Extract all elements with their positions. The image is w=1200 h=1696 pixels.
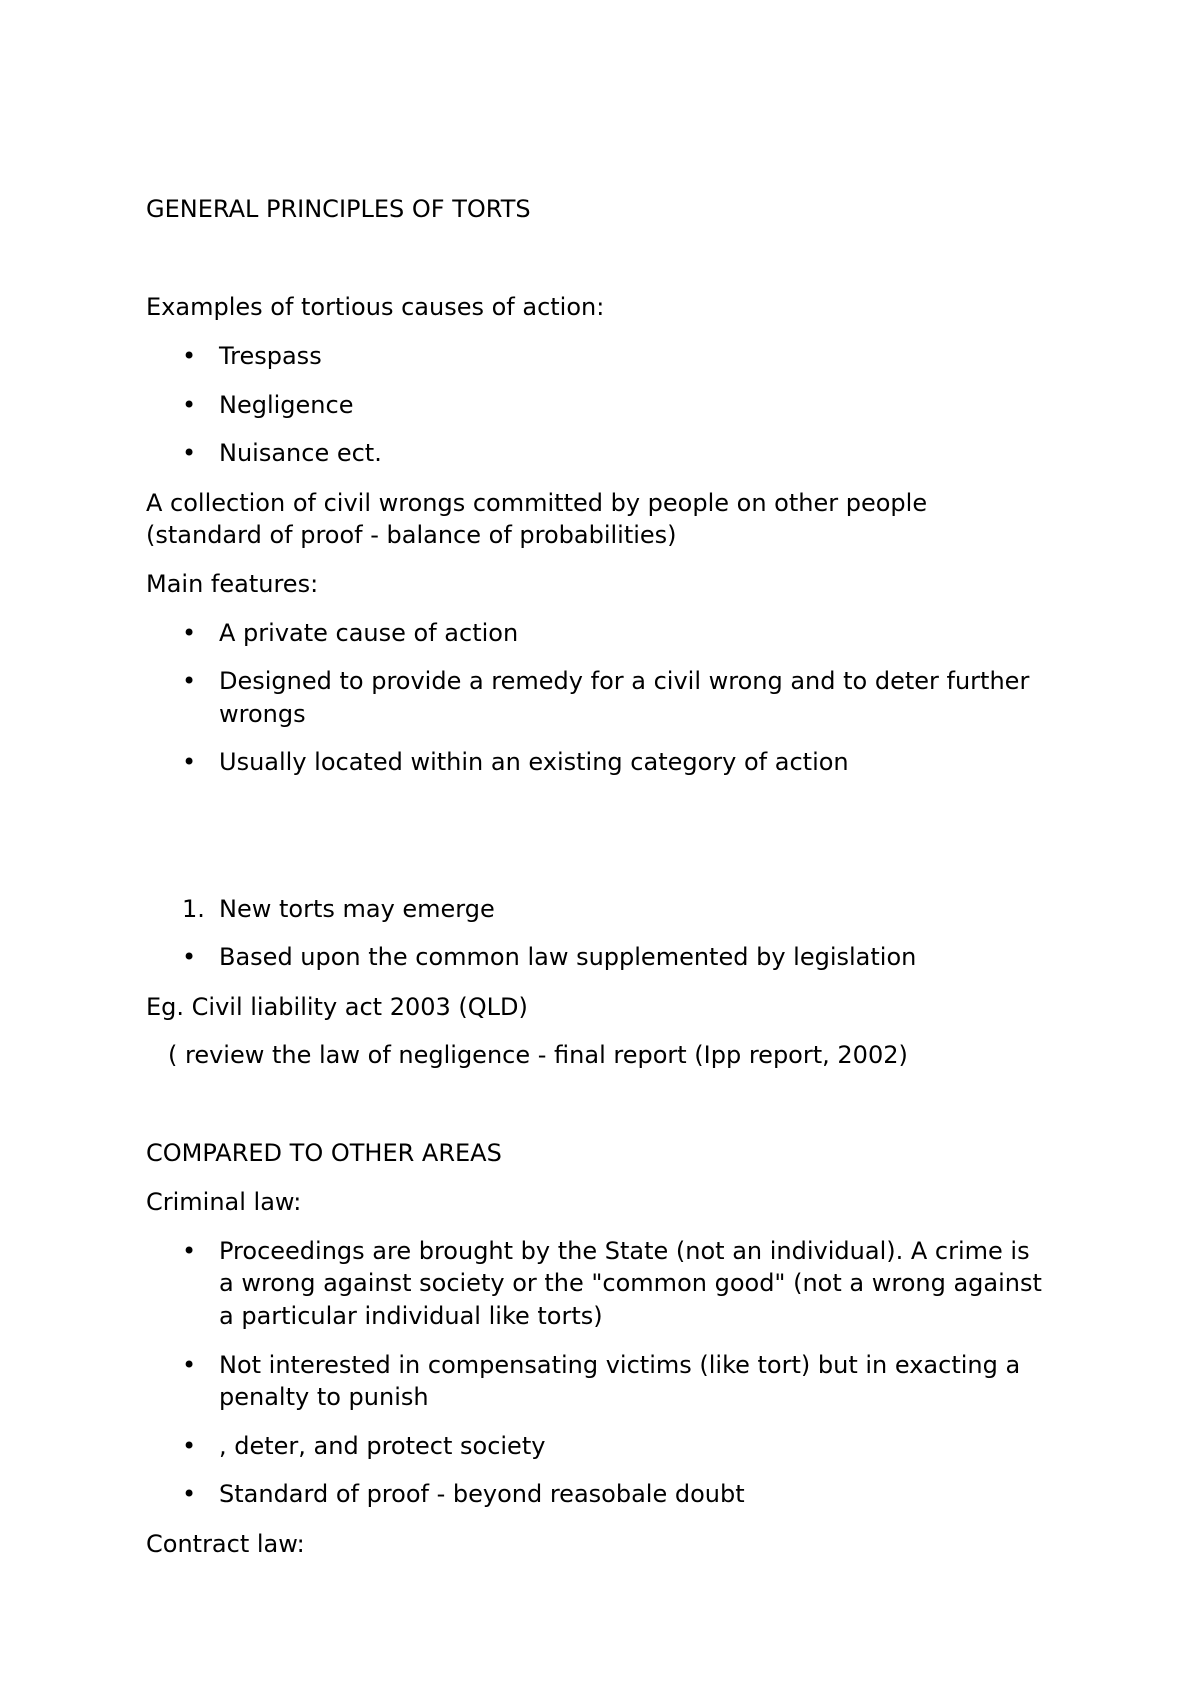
list-item: Usually located within an existing category of action [219,748,849,776]
bullet-icon: • [182,667,197,695]
bullet-icon: • [182,1351,197,1379]
bullet-icon: • [182,1480,197,1508]
list-item: Negligence [219,391,354,419]
main-features-label: Main features: [146,570,319,598]
contract-law-label: Contract law: [146,1530,305,1558]
heading-compared: COMPARED TO OTHER AREAS [146,1139,502,1167]
numbered-item: New torts may emerge [219,895,495,923]
collection-text-line1: A collection of civil wrongs committed by people on other people [146,489,928,517]
list-item-continuation: penalty to punish [219,1383,429,1411]
list-item: Proceedings are brought by the State (not an individual). A crime is [219,1237,1030,1265]
bullet-icon: • [182,439,197,467]
numbered-marker: 1. [182,895,205,923]
list-item: , deter, and protect society [219,1432,546,1460]
list-item: Designed to provide a remedy for a civil wrong and to deter further [219,667,1030,695]
list-item-continuation: a wrong against society or the "common good" (not a wrong against [219,1269,1042,1297]
list-item: Based upon the common law supplemented by legislation [219,943,917,971]
list-item: A private cause of action [219,619,519,647]
bullet-icon: • [182,748,197,776]
list-item: Not interested in compensating victims (like tort) but in exacting a [219,1351,1021,1379]
bullet-icon: • [182,342,197,370]
bullet-icon: • [182,619,197,647]
bullet-icon: • [182,943,197,971]
list-item: Standard of proof - beyond reasobale doubt [219,1480,745,1508]
criminal-law-label: Criminal law: [146,1188,302,1216]
bullet-icon: • [182,1432,197,1460]
example-legislation: Eg. Civil liability act 2003 (QLD) [146,993,528,1021]
review-reference: ( review the law of negligence - final report (Ipp report, 2002) [168,1041,908,1069]
list-item: Trespass [219,342,322,370]
heading-general-principles: GENERAL PRINCIPLES OF TORTS [146,195,531,223]
bullet-icon: • [182,1237,197,1265]
collection-text-line2: (standard of proof - balance of probabilities) [146,521,677,549]
examples-intro: Examples of tortious causes of action: [146,293,605,321]
bullet-icon: • [182,391,197,419]
list-item-continuation: a particular individual like torts) [219,1302,603,1330]
list-item: Nuisance ect. [219,439,382,467]
list-item-continuation: wrongs [219,700,306,728]
